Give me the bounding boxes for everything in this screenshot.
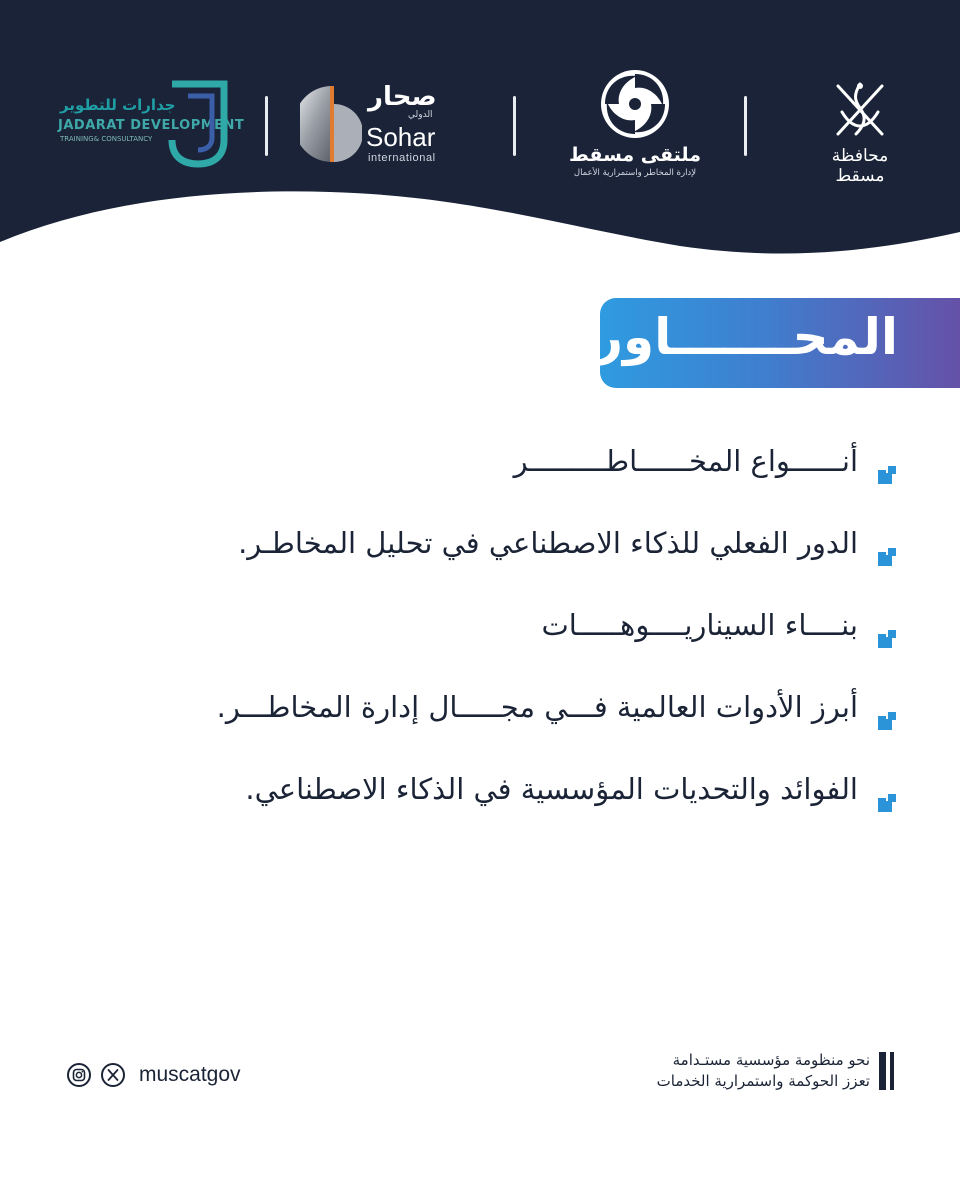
topic-text: بنــــاء السيناريــــوهـــــات <box>541 608 858 642</box>
jadarat-j-icon <box>166 80 230 168</box>
header <box>0 0 960 270</box>
topic-text: أبرز الأدوات العالمية فـــي مجـــــال إدارة المخاطـــر. <box>216 690 858 724</box>
jadarat-logo <box>54 80 245 170</box>
forum-swirl-icon <box>597 66 673 142</box>
social-handle[interactable]: muscatgov <box>139 1063 241 1086</box>
muscat-forum-subtitle: لإدارة المخاطر واستمرارية الأعمال <box>573 168 697 178</box>
slogan-bar <box>890 1052 894 1090</box>
topics-list <box>138 440 898 850</box>
slogan-line-2: تعزز الحوكمة واستمرارية الخدمات <box>656 1072 870 1090</box>
logo-divider <box>265 96 268 156</box>
page-title: المحـــــــاور: <box>574 308 898 366</box>
jadarat-logo-subtitle: TRAINING& CONSULTANCY <box>60 135 153 143</box>
topic-text: الدور الفعلي للذكاء الاصطناعي في تحليل المخاطـر. <box>238 526 858 560</box>
list-item <box>138 686 898 768</box>
list-item <box>138 522 898 604</box>
x-icon[interactable] <box>101 1063 125 1087</box>
sohar-logo-english-sub: international <box>368 152 436 164</box>
jadarat-logo-arabic: جدارات للتطوير <box>60 96 176 114</box>
social-links <box>67 1060 241 1090</box>
governorate-name: محافظة مسقط <box>831 146 889 186</box>
instagram-icon[interactable] <box>67 1063 91 1087</box>
sohar-half-circle-icon <box>300 84 362 164</box>
muscat-forum-title: ملتقى مسقط <box>569 144 701 166</box>
square-bullet-icon <box>878 710 898 730</box>
oman-emblem-icon <box>828 78 892 140</box>
list-item <box>138 440 898 522</box>
muscat-governorate-logo <box>808 78 912 186</box>
sohar-logo <box>300 82 460 168</box>
square-bullet-icon <box>878 628 898 648</box>
sohar-logo-english: Sohar <box>366 122 436 152</box>
sohar-logo-arabic-sub: الدولي <box>408 110 433 120</box>
jadarat-logo-english: JADARAT DEVELOPMENT <box>58 118 245 133</box>
sohar-logo-arabic: صحار <box>368 82 437 112</box>
topics-title-banner <box>574 298 960 388</box>
square-bullet-icon <box>878 464 898 484</box>
topic-text: الفوائد والتحديات المؤسسية في الذكاء الاصطناعي. <box>245 772 858 806</box>
list-item <box>138 768 898 850</box>
square-bullet-icon <box>878 792 898 812</box>
logo-divider <box>744 96 747 156</box>
list-item <box>138 604 898 686</box>
muscat-forum-logo <box>555 66 715 186</box>
slogan-bar <box>879 1052 886 1090</box>
square-bullet-icon <box>878 546 898 566</box>
slogan-line-1: نحو منظومة مؤسسية مستـدامة <box>672 1051 870 1069</box>
logo-divider <box>513 96 516 156</box>
topic-text: أنــــــواع المخــــــاطـــــــــر <box>513 444 858 478</box>
